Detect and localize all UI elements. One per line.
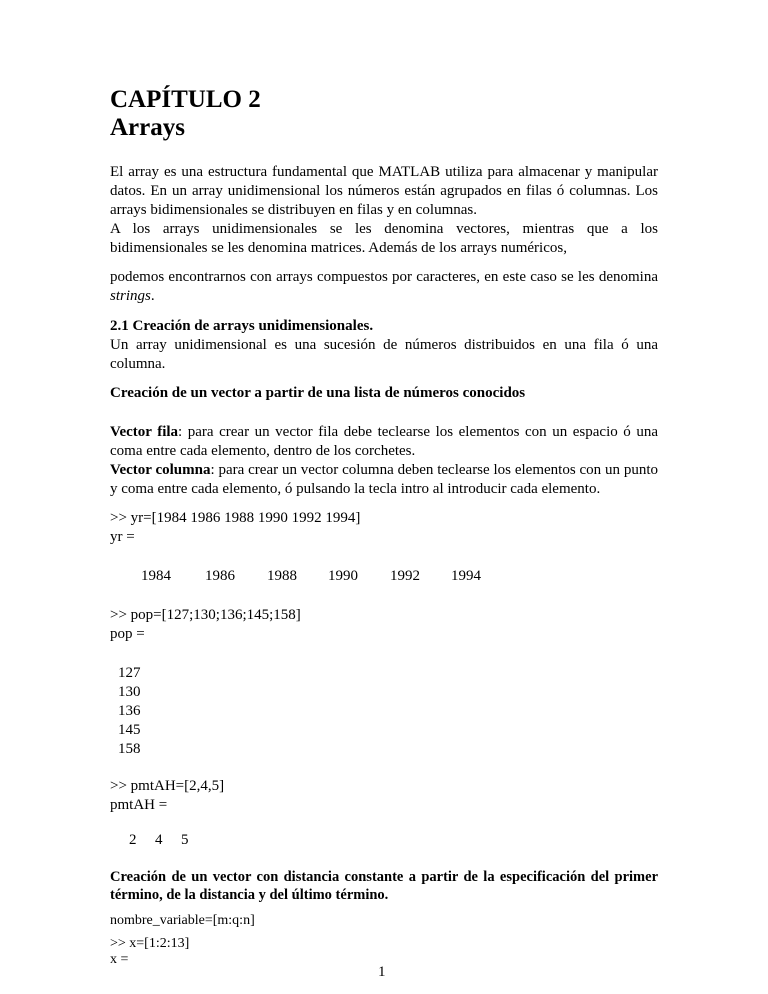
subsection-heading-constant: Creación de un vector con distancia constante a partir de la especificación del primer término, de la distancia y del último término. xyxy=(110,869,658,903)
vector-fila-term: Vector fila xyxy=(110,424,179,440)
vector-columna-paragraph xyxy=(110,461,658,499)
intro-paragraph-3 xyxy=(110,268,658,306)
yr-value: 1992 xyxy=(390,568,420,584)
vector-fila-paragraph xyxy=(110,423,658,461)
intro-paragraph-1: El array es una estructura fundamental que MATLAB utiliza para almacenar y manipular datos. En un array unidimensional los números están agrupados en filas ó columnas. Los arrays bidimensionales se distribuyen en filas y en columnas. xyxy=(110,164,658,218)
yr-value: 1986 xyxy=(205,568,235,584)
page-number: 1 xyxy=(378,964,386,980)
yr-result-label: yr = xyxy=(110,529,135,545)
chapter-title: CAPÍTULO 2 xyxy=(110,86,261,113)
pmtah-value: 5 xyxy=(181,832,189,848)
pop-value: 145 xyxy=(118,722,141,738)
yr-value: 1988 xyxy=(267,568,297,584)
pop-value: 127 xyxy=(118,665,141,681)
intro-paragraph-3-text: podemos encontrarnos con arrays compuestos por caracteres, en este caso se les denomina xyxy=(110,269,658,285)
pop-value: 136 xyxy=(118,703,141,719)
pmtah-command: >> pmtAH=[2,4,5] xyxy=(110,778,225,794)
pmtah-value: 4 xyxy=(155,832,163,848)
syntax-line: nombre_variable=[m:q:n] xyxy=(110,913,255,928)
yr-value: 1990 xyxy=(328,568,358,584)
pmtah-value: 2 xyxy=(129,832,137,848)
strings-term: strings xyxy=(110,288,151,304)
yr-value: 1984 xyxy=(141,568,171,584)
pop-command: >> pop=[127;130;136;145;158] xyxy=(110,607,301,623)
vector-columna-term: Vector columna xyxy=(110,462,211,478)
subsection-heading-list: Creación de un vector a partir de una lista de números conocidos xyxy=(110,385,526,401)
pop-result-label: pop = xyxy=(110,626,145,642)
pmtah-result-label: pmtAH = xyxy=(110,797,168,813)
vector-columna-text: : para crear un vector columna deben teclearse los elementos con un punto y coma entre cada elemento, ó pulsando la tecla intro al introducir cada elemento. xyxy=(110,462,658,497)
yr-value: 1994 xyxy=(451,568,481,584)
x-result-label: x = xyxy=(110,952,129,967)
chapter-subtitle: Arrays xyxy=(110,114,185,141)
intro-paragraph-3-end: . xyxy=(150,288,155,304)
section-2-1-body: Un array unidimensional es una sucesión de números distribuidos en una fila ó una columna. xyxy=(110,337,658,372)
pop-value: 158 xyxy=(118,741,141,757)
vector-fila-text: : para crear un vector fila debe teclearse los elementos con un espacio ó una coma entre cada elemento, dentro de los corchetes. xyxy=(110,424,658,459)
pop-value: 130 xyxy=(118,684,141,700)
section-heading-2-1: 2.1 Creación de arrays unidimensionales. xyxy=(110,318,374,334)
intro-paragraph-2: A los arrays unidimensionales se les denomina vectores, mientras que a los bidimensionales se les denomina matrices. Además de los arrays numéricos, xyxy=(110,221,658,256)
x-command: >> x=[1:2:13] xyxy=(110,936,190,951)
yr-command: >> yr=[1984 1986 1988 1990 1992 1994] xyxy=(110,510,361,526)
